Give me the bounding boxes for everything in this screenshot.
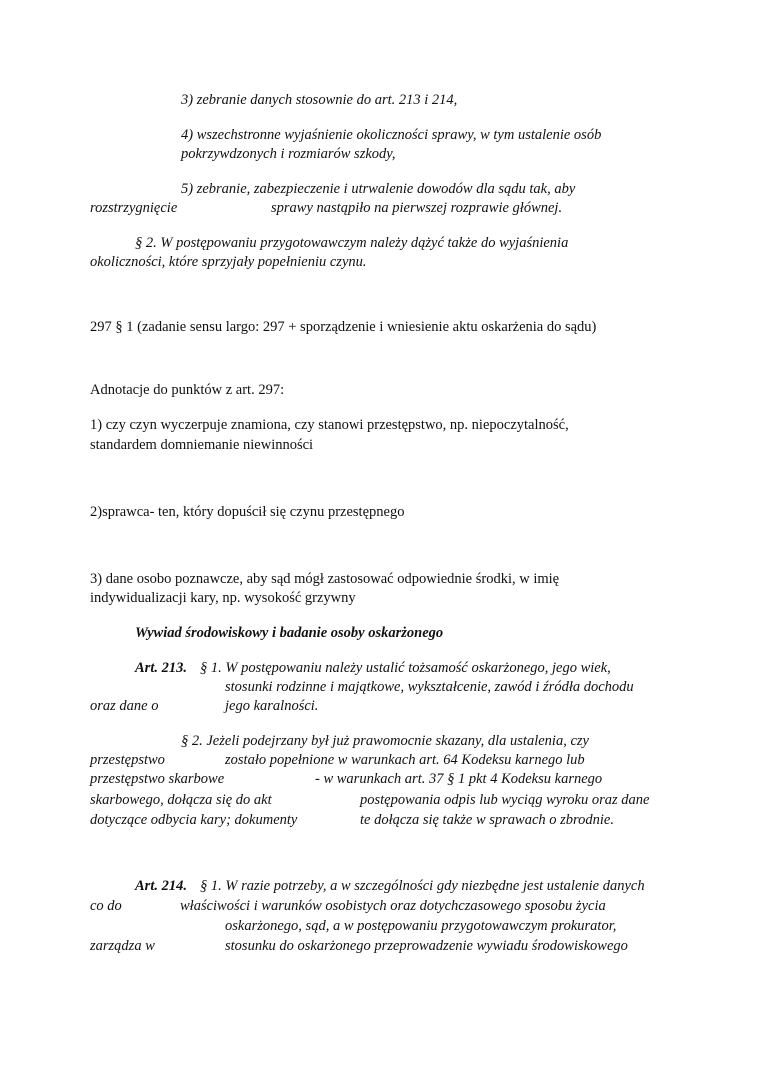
- art-213-p2-line-2-right: zostało popełnione w warunkach art. 64 Kodeksu karnego lub: [225, 752, 585, 768]
- art-214-p1-line-2-right: właściwości i warunków osobistych oraz dotychczasowego sposobu życia: [180, 898, 606, 914]
- point-5-line-2-right: sprawy nastąpiło na pierwszej rozprawie głównej.: [271, 200, 563, 216]
- section-heading: Wywiad środowiskowy i badanie osoby oskarżonego: [135, 625, 444, 641]
- point-3: 3) zebranie danych stosownie do art. 213 i 214,: [181, 92, 458, 108]
- point-4-line-2: pokrzywdzonych i rozmiarów szkody,: [181, 146, 396, 162]
- art-213-label: Art. 213.: [135, 660, 187, 676]
- art-214-p1-line-4-right: stosunku do oskarżonego przeprowadzenie wywiadu środowiskowego: [225, 938, 628, 954]
- art-213-p1-line-3-left: oraz dane o: [90, 698, 159, 714]
- art-213-p1-line-1: § 1. W postępowaniu należy ustalić tożsamość oskarżonego, jego wiek,: [200, 660, 611, 676]
- paragraph-2-line-2: okoliczności, które sprzyjały popełnieniu czynu.: [90, 254, 367, 270]
- annotation-3-line-2: indywidualizacji kary, np. wysokość grzywny: [90, 590, 356, 606]
- art-214-p1-line-3: oskarżonego, sąd, a w postępowaniu przygotowawczym prokurator,: [225, 918, 617, 934]
- annotation-1-line-2: standardem domniemanie niewinności: [90, 437, 314, 453]
- art-214-p1-line-4-left: zarządza w: [90, 938, 155, 954]
- art-213-p2-line-3-left: przestępstwo skarbowe: [90, 771, 225, 787]
- art-213-p2-line-1: § 2. Jeżeli podejrzany był już prawomocnie skazany, dla ustalenia, czy: [181, 733, 589, 749]
- art-213-p2-line-4-left: skarbowego, dołącza się do akt: [90, 792, 272, 808]
- art-213-p1-line-2: stosunki rodzinne i majątkowe, wykształcenie, zawód i źródła dochodu: [225, 679, 634, 695]
- point-5-line-2-left: rozstrzygnięcie: [90, 200, 178, 216]
- art-214-p1-line-2-left: co do: [90, 898, 122, 914]
- annotations-heading: Adnotacje do punktów z art. 297:: [90, 382, 285, 398]
- annotation-3-line-1: 3) dane osobo poznawcze, aby sąd mógł zastosować odpowiednie środki, w imię: [90, 571, 560, 587]
- art-214-p1-line-1: § 1. W razie potrzeby, a w szczególności gdy niezbędne jest ustalenie danych: [200, 878, 645, 894]
- art-213-p2-line-3-right: - w warunkach art. 37 § 1 pkt 4 Kodeksu karnego: [315, 771, 603, 787]
- annotation-1-line-1: 1) czy czyn wyczerpuje znamiona, czy stanowi przestępstwo, np. niepoczytalność,: [90, 417, 569, 433]
- point-4-line-1: 4) wszechstronne wyjaśnienie okoliczności sprawy, w tym ustalenie osób: [181, 127, 602, 143]
- art-213-p2-line-5-right: te dołącza się także w sprawach o zbrodnie.: [360, 812, 614, 828]
- art-214-label: Art. 214.: [135, 878, 187, 894]
- art-297-note: 297 § 1 (zadanie sensu largo: 297 + sporządzenie i wniesienie aktu oskarżenia do sądu): [90, 319, 597, 335]
- paragraph-2-line-1: § 2. W postępowaniu przygotowawczym należy dążyć także do wyjaśnienia: [135, 235, 569, 251]
- annotation-2: 2)sprawca- ten, który dopuścił się czynu przestępnego: [90, 504, 405, 520]
- point-5-line-1: 5) zebranie, zabezpieczenie i utrwalenie dowodów dla sądu tak, aby: [181, 181, 576, 197]
- art-213-p2-line-5-left: dotyczące odbycia kary; dokumenty: [90, 812, 298, 828]
- art-213-p1-line-3-right: jego karalności.: [225, 698, 319, 714]
- art-213-p2-line-4-right: postępowania odpis lub wyciąg wyroku oraz dane: [360, 792, 650, 808]
- art-213-p2-line-2-left: przestępstwo: [90, 752, 165, 768]
